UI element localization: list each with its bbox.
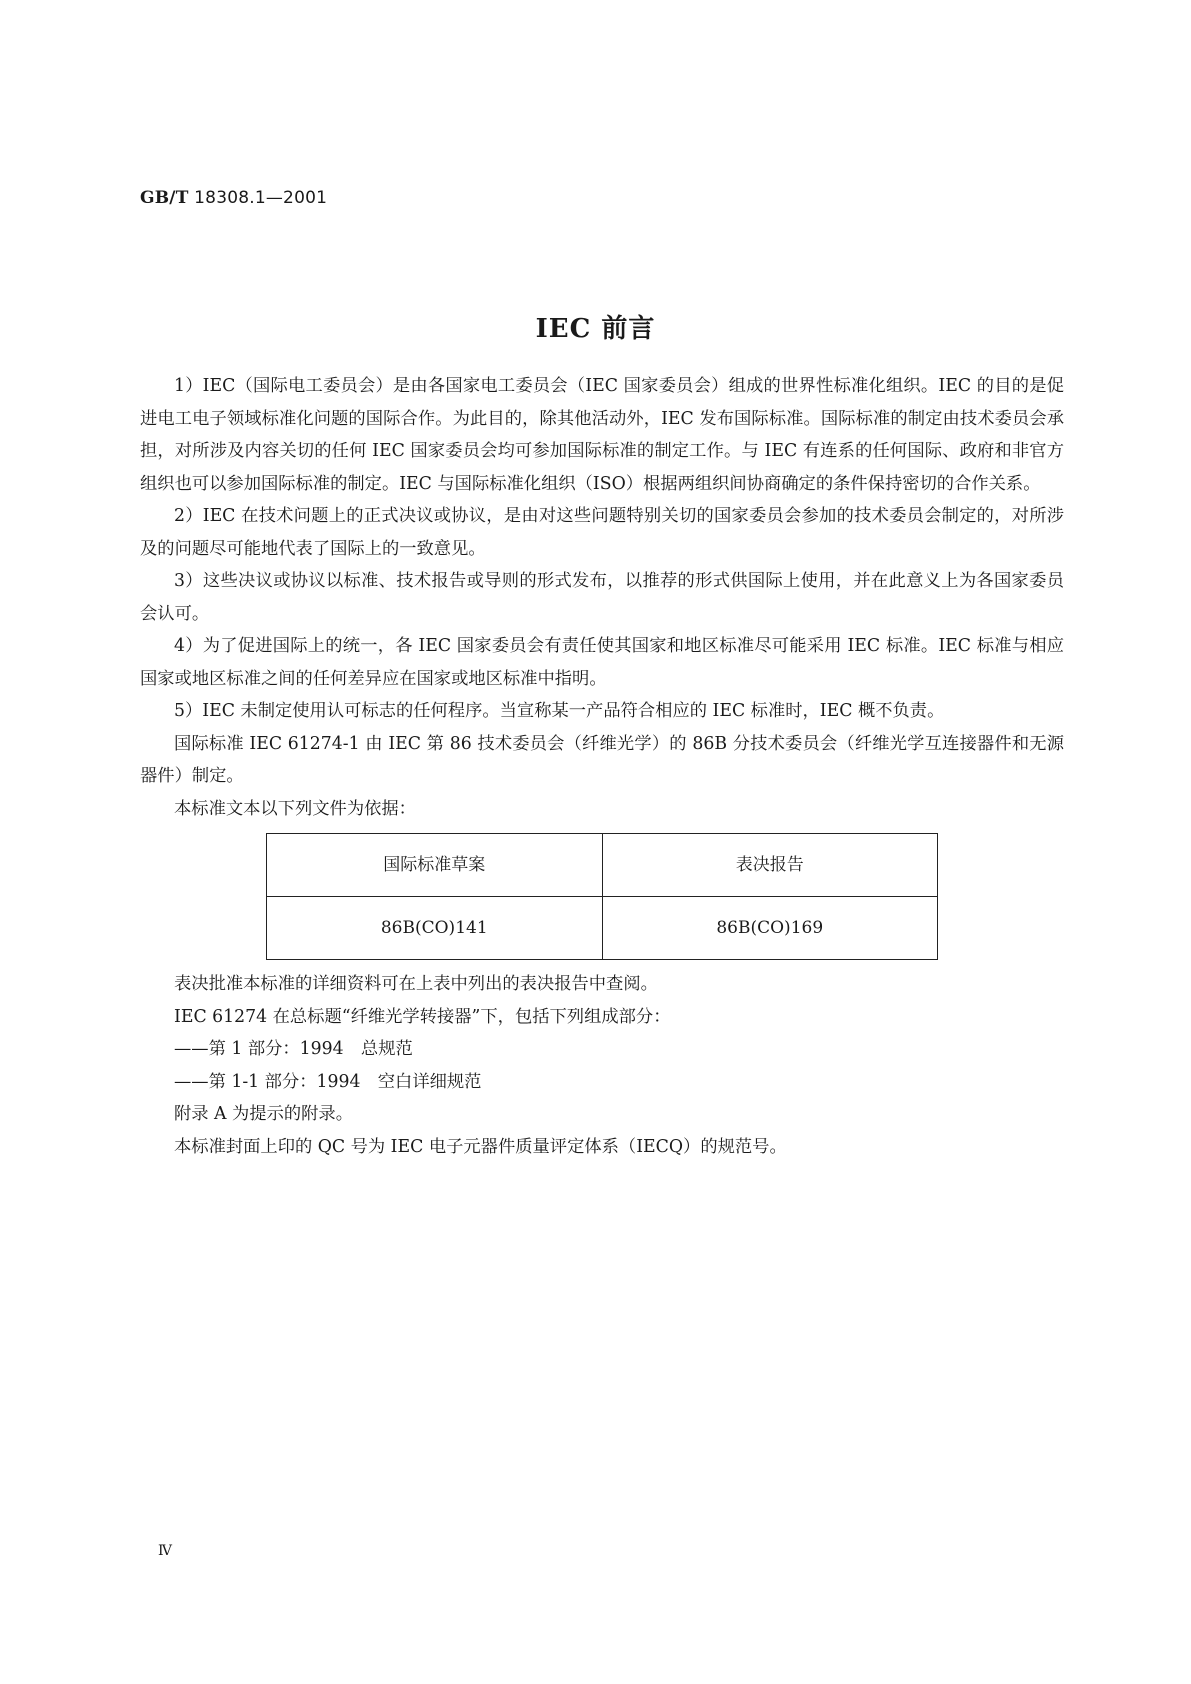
- table-header-cell: 表决报告: [602, 834, 938, 897]
- after-table-line: 表决批准本标准的详细资料可在上表中列出的表决报告中查阅。: [174, 974, 658, 994]
- paragraph-4: 4）为了促进国际上的统一，各 IEC 国家委员会有责任使其国家和地区标准尽可能采用 IEC 标准。IEC 标准与相应国家或地区标准之间的任何差异应在国家或地区标准中指明。: [140, 636, 1064, 689]
- after-table-line: 附录 A 为提示的附录。: [174, 1104, 353, 1124]
- paragraph-1: 1）IEC（国际电工委员会）是由各国家电工委员会（IEC 国家委员会）组成的世界性标准化组织。IEC 的目的是促进电工电子领域标准化问题的国际合作。为此目的，除其他活动外，IEC 发布国际标准。国际标准的制定由技术委员会承担，对所涉及内容关切的任何 IEC 国家委员会均可参加国际标准的制定工作。与 IEC 有连系的任何国际、政府和非官方组织也可以参加国际标准的制定。IEC 与国际标准化组织（ISO）根据两组织间协商确定的条件保持密切的合作关系。: [140, 376, 1064, 494]
- page-title: IEC 前言: [535, 314, 656, 344]
- paragraph-3: 3）这些决议或协议以标准、技术报告或导则的形式发布，以推荐的形式供国际上使用，并在此意义上为各国家委员会认可。: [140, 571, 1064, 624]
- after-table-line: ——第 1 部分：1994 总规范: [174, 1039, 413, 1059]
- document-table: [266, 833, 938, 960]
- document-body: [140, 370, 1064, 1163]
- after-table-line: IEC 61274 在总标题“纤维光学转接器”下，包括下列组成部分：: [174, 1006, 671, 1027]
- paragraph-7: 本标准文本以下列文件为依据：: [174, 798, 416, 819]
- paragraph-5: 5）IEC 未制定使用认可标志的任何程序。当宣称某一产品符合相应的 IEC 标准时，IEC 概不负责。: [174, 701, 945, 721]
- table-row: [267, 897, 938, 960]
- paragraph-2: 2）IEC 在技术问题上的正式决议或协议，是由对这些问题特别关切的国家委员会参加的技术委员会制定的，对所涉及的问题尽可能地代表了国际上的一致意见。: [140, 506, 1064, 559]
- table-cell: 86B(CO)169: [602, 897, 938, 960]
- paragraph-6: 国际标准 IEC 61274-1 由 IEC 第 86 技术委员会（纤维光学）的 86B 分技术委员会（纤维光学互连接器件和无源器件）制定。: [140, 733, 1064, 786]
- table-header-cell: 国际标准草案: [267, 834, 603, 897]
- standard-prefix: GB/T: [140, 188, 189, 208]
- standard-number: 18308.1—2001: [194, 188, 328, 208]
- table-header-row: [267, 834, 938, 897]
- after-table-line: ——第 1-1 部分：1994 空白详细规范: [174, 1071, 482, 1092]
- after-table-line: 本标准封面上印的 QC 号为 IEC 电子元器件质量评定体系（IECQ）的规范号。: [174, 1136, 787, 1157]
- after-table-section: [140, 968, 1064, 1163]
- page-number: Ⅳ: [158, 1543, 172, 1559]
- standard-code: [140, 188, 327, 208]
- table-cell: 86B(CO)141: [267, 897, 603, 960]
